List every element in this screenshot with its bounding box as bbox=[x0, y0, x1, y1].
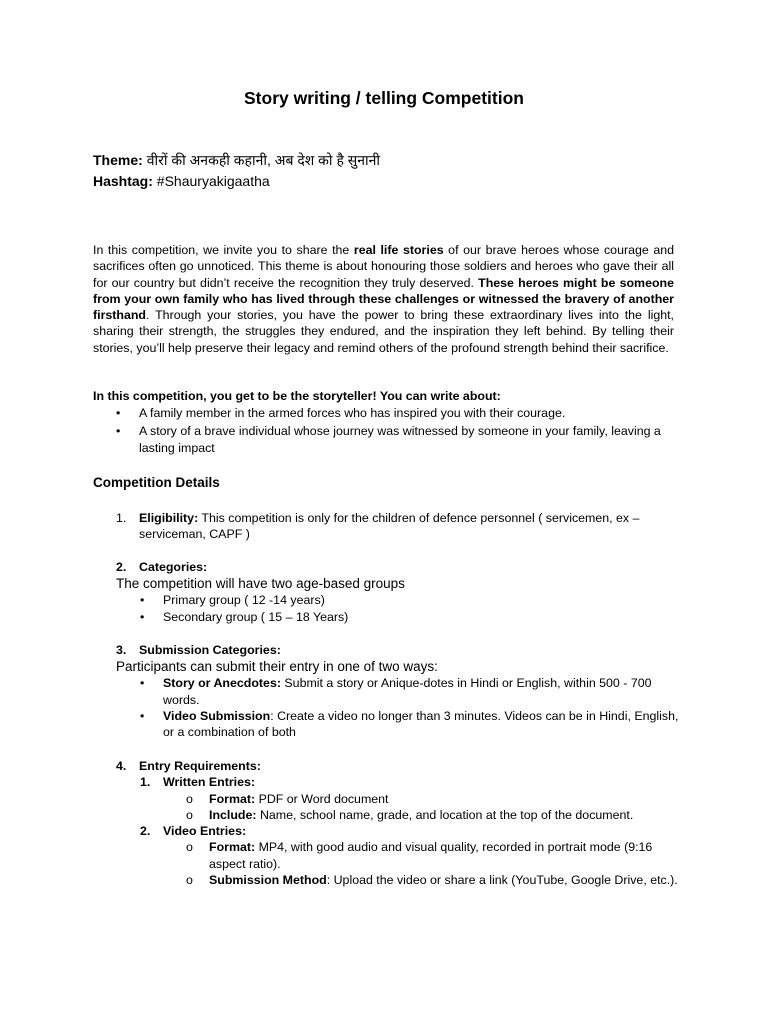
video-submission-text: : Create a video no longer than 3 minutes. Videos can be in Hindi, English, or a combination of both bbox=[163, 708, 679, 740]
intro-text-b: of our brave heroes whose courage and sacrifices often go unnoticed. This theme is about honouring those soldiers and heroes who gave their all for our country but didn’t receive the recognition they truly deserved. bbox=[93, 243, 675, 290]
theme-label: Theme: bbox=[93, 152, 143, 168]
bullet-icon: • bbox=[140, 609, 145, 624]
entry-requirements-section bbox=[93, 758, 683, 888]
circle-bullet-icon: o bbox=[186, 873, 193, 888]
written-entries-label: Written Entries: bbox=[163, 775, 256, 790]
write-about-lead: In this competition, you get to be the storyteller! You can write about: bbox=[93, 389, 501, 403]
circle-bullet-icon: o bbox=[186, 840, 193, 855]
circle-bullet-icon: o bbox=[186, 807, 193, 822]
list-item-text: A family member in the armed forces who has inspired you with their courage. bbox=[139, 406, 566, 420]
theme-value: वीरों की अनकही कहानी, अब देश को है सुनानी bbox=[146, 152, 381, 168]
submission-intro: Participants can submit their entry in one of two ways: bbox=[116, 659, 438, 675]
written-include-label: Include: bbox=[209, 807, 257, 822]
bullet-icon: • bbox=[116, 424, 121, 439]
entry-requirements-label: Entry Requirements: bbox=[139, 759, 261, 773]
submission-row bbox=[93, 642, 683, 658]
written-format-label: Format: bbox=[209, 791, 256, 806]
intro-paragraph bbox=[93, 242, 674, 356]
written-format-text: PDF or Word document bbox=[255, 791, 389, 806]
story-anecdotes-label: Story or Anecdotes: bbox=[163, 676, 281, 691]
video-entries-row bbox=[93, 823, 683, 839]
hashtag-label: Hashtag: bbox=[93, 173, 153, 189]
eligibility-text: This competition is only for the children of defence personnel ( servicemen, ex – serviceman, CAPF ) bbox=[139, 511, 640, 542]
theme-line bbox=[93, 150, 380, 170]
bullet-icon: • bbox=[140, 708, 145, 723]
list-item bbox=[93, 807, 683, 823]
submission-label: Submission Categories: bbox=[139, 643, 281, 657]
list-item bbox=[93, 592, 683, 608]
bullet-icon: • bbox=[140, 593, 145, 608]
list-item bbox=[93, 675, 683, 708]
list-item bbox=[93, 405, 683, 421]
list-item bbox=[93, 791, 683, 807]
written-entries-row bbox=[93, 774, 683, 790]
list-item bbox=[93, 609, 683, 625]
written-include-text: Name, school name, grade, and location at the top of the document. bbox=[256, 807, 634, 822]
list-item bbox=[93, 708, 683, 741]
list-item-text: Secondary group ( 15 – 18 Years) bbox=[163, 609, 349, 624]
hashtag-line bbox=[93, 171, 270, 191]
item-number: 4. bbox=[116, 759, 127, 773]
item-number: 2. bbox=[140, 824, 151, 839]
eligibility-label: Eligibility: bbox=[139, 511, 199, 525]
item-number: 1. bbox=[140, 775, 151, 790]
eligibility-row bbox=[93, 510, 683, 543]
list-item bbox=[93, 872, 683, 888]
entry-requirements-row bbox=[93, 758, 683, 774]
video-submission-label: Video Submission bbox=[163, 708, 271, 723]
video-entries-label: Video Entries: bbox=[163, 824, 247, 839]
page-title: Story writing / telling Competition bbox=[244, 88, 524, 108]
video-method-text: : Upload the video or share a link (YouTube, Google Drive, etc.). bbox=[326, 873, 678, 888]
intro-bold-real-life: real life stories bbox=[353, 243, 444, 257]
intro-text-c: . Through your stories, you have the power to bring these extraordinary lives into the light, sharing their strength, the struggles they endured, and the inspiration they left behind. By telling their stories, you’ll help preserve their legacy and remind others of the profound strength behind their sacrifice. bbox=[93, 308, 674, 355]
competition-details-heading: Competition Details bbox=[93, 475, 220, 490]
circle-bullet-icon: o bbox=[186, 791, 193, 806]
categories-intro: The competition will have two age-based groups bbox=[116, 576, 405, 592]
eligibility-section bbox=[93, 510, 683, 543]
item-number: 3. bbox=[116, 643, 127, 657]
categories-row bbox=[93, 559, 683, 575]
list-item-text: A story of a brave individual whose journey was witnessed by someone in your family, leaving a lasting impact bbox=[139, 424, 661, 455]
categories-label: Categories: bbox=[139, 560, 208, 574]
submission-section bbox=[93, 642, 683, 740]
bullet-icon: • bbox=[140, 676, 145, 691]
video-format-text: MP4, with good audio and visual quality, recorded in portrait mode (9:16 aspect ratio). bbox=[209, 840, 653, 871]
item-number: 1. bbox=[116, 511, 127, 525]
item-number: 2. bbox=[116, 560, 127, 574]
intro-bold-family: These heroes might be someone from your own family who has lived through these challenges or witnessed the bravery of another firsthand bbox=[93, 275, 674, 323]
write-about-list bbox=[93, 405, 683, 458]
hashtag-value: #Shauryakigaatha bbox=[156, 173, 270, 189]
categories-section bbox=[93, 559, 683, 625]
list-item-text: Primary group ( 12 -14 years) bbox=[163, 593, 325, 608]
video-method-label: Submission Method bbox=[209, 873, 327, 888]
list-item bbox=[93, 423, 683, 456]
intro-text-a: In this competition, we invite you to share the bbox=[93, 243, 354, 257]
story-anecdotes-text: Submit a story or Anique-dotes in Hindi or English, within 500 - 700 words. bbox=[163, 676, 652, 707]
video-format-label: Format: bbox=[209, 840, 256, 855]
bullet-icon: • bbox=[116, 406, 121, 420]
list-item bbox=[93, 839, 683, 872]
